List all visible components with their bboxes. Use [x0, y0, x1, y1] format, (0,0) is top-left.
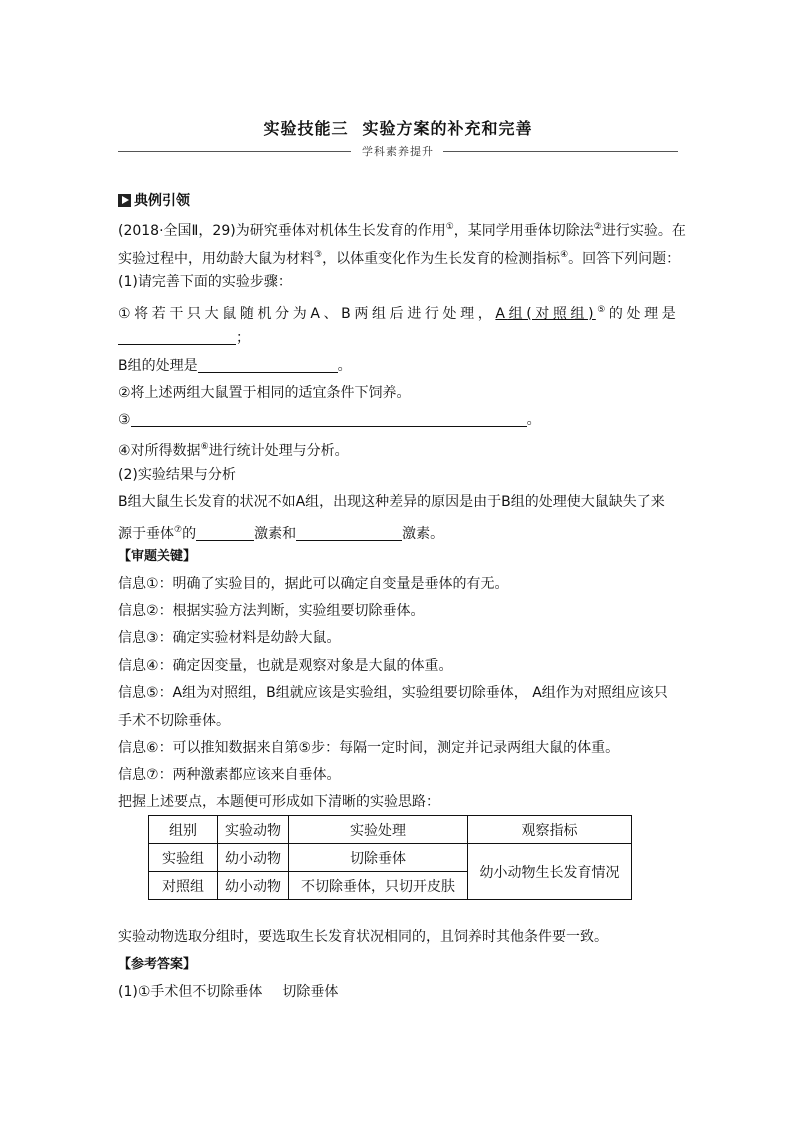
question-line-8: ③ 。: [118, 412, 541, 428]
question-line-6: B组的处理是 。: [118, 358, 352, 374]
table-cell: 实验组: [149, 844, 218, 872]
question-line-3: (1)请完善下面的实验步骤：: [118, 274, 292, 290]
answer-blank-b[interactable]: [198, 358, 338, 373]
table-cell: 对照组: [149, 872, 218, 900]
answer-line: (1)①手术但不切除垂体 切除垂体: [118, 984, 339, 1000]
question-line-1: (2018·全国Ⅱ，29)为研究垂体对机体生长发育的作用①，某同学用垂体切除法②进行实验。在: [118, 222, 686, 239]
after-table-note: 实验动物选取分组时，要选取生长发育状况相同的，且饲养时其他条件要一致。: [118, 929, 608, 945]
info-line-4: 信息④：确定因变量，也就是观察对象是大鼠的体重。: [118, 658, 453, 674]
question-line-7: ②将上述两组大鼠置于相同的适宜条件下饲养。: [118, 385, 411, 401]
table-cell-observation: 幼小动物生长发育情况: [468, 844, 632, 900]
answer-heading: 【参考答案】: [118, 957, 197, 972]
section-heading-text: 典例引领: [134, 193, 190, 209]
table-cell: 幼小动物: [218, 844, 289, 872]
answer-blank-hormone-2[interactable]: [296, 526, 402, 541]
info-line-3: 信息③：确定实验材料是幼龄大鼠。: [118, 630, 341, 646]
question-line-9: ④对所得数据⑥进行统计处理与分析。: [118, 442, 349, 459]
info-line-7: 信息⑦：两种激素都应该来自垂体。: [118, 767, 341, 783]
title-part-2: 实验方案的补充和完善: [362, 119, 533, 138]
table-header-cell: 实验动物: [218, 816, 289, 844]
question-line-5: ；: [118, 328, 678, 348]
subtitle-row: [118, 143, 678, 159]
table-header-cell: 组别: [149, 816, 218, 844]
table-header-cell: 实验处理: [289, 816, 468, 844]
play-triangle-icon: [118, 194, 131, 207]
subtitle-divider-right: [443, 151, 678, 152]
page-title: [118, 116, 678, 139]
section-heading: [118, 190, 190, 210]
answer-blank-hormone-1[interactable]: [196, 526, 254, 541]
question-line-11: B组大鼠生长发育的状况不如A组，出现这种差异的原因是由于B组的处理使大鼠缺失了来: [118, 494, 665, 510]
info-line-2: 信息②：根据实验方法判断，实验组要切除垂体。: [118, 603, 425, 619]
key-heading: 【审题关键】: [118, 549, 197, 564]
table-cell: 幼小动物: [218, 872, 289, 900]
answer-blank-a[interactable]: [118, 330, 236, 345]
question-line-12: 源于垂体⑦的 激素和 激素。: [118, 525, 445, 542]
info-line-6: 信息⑥：可以推知数据来自第⑤步：每隔一定时间，测定并记录两组大鼠的体重。: [118, 740, 620, 756]
question-line-4: ①将若干只大鼠随机分为A、B两组后进行处理，A组(对照组)⑤的处理是: [118, 305, 678, 322]
experiment-table: [148, 815, 632, 900]
table-cell: 不切除垂体，只切开皮肤: [289, 872, 468, 900]
info-line-5-cont: 手术不切除垂体。: [118, 713, 230, 729]
table-row: [149, 844, 632, 872]
summary-line: 把握上述要点，本题便可形成如下清晰的实验思路：: [118, 794, 440, 810]
answer-blank-step3[interactable]: [131, 412, 527, 427]
table-header-row: [149, 816, 632, 844]
table-cell: 切除垂体: [289, 844, 468, 872]
question-line-2: 实验过程中，用幼龄大鼠为材料③，以体重变化作为生长发育的检测指标④。回答下列问题：: [118, 250, 681, 267]
table-header-cell: 观察指标: [468, 816, 632, 844]
question-line-10: (2)实验结果与分析: [118, 467, 236, 483]
info-line-5: 信息⑤：A组为对照组，B组就应该是实验组，实验组要切除垂体， A组作为对照组应该只: [118, 685, 668, 701]
info-line-1: 信息①：明确了实验目的，据此可以确定自变量是垂体的有无。: [118, 576, 509, 592]
subtitle: 学科素养提升: [362, 145, 434, 158]
title-part-1: 实验技能三: [263, 119, 349, 138]
